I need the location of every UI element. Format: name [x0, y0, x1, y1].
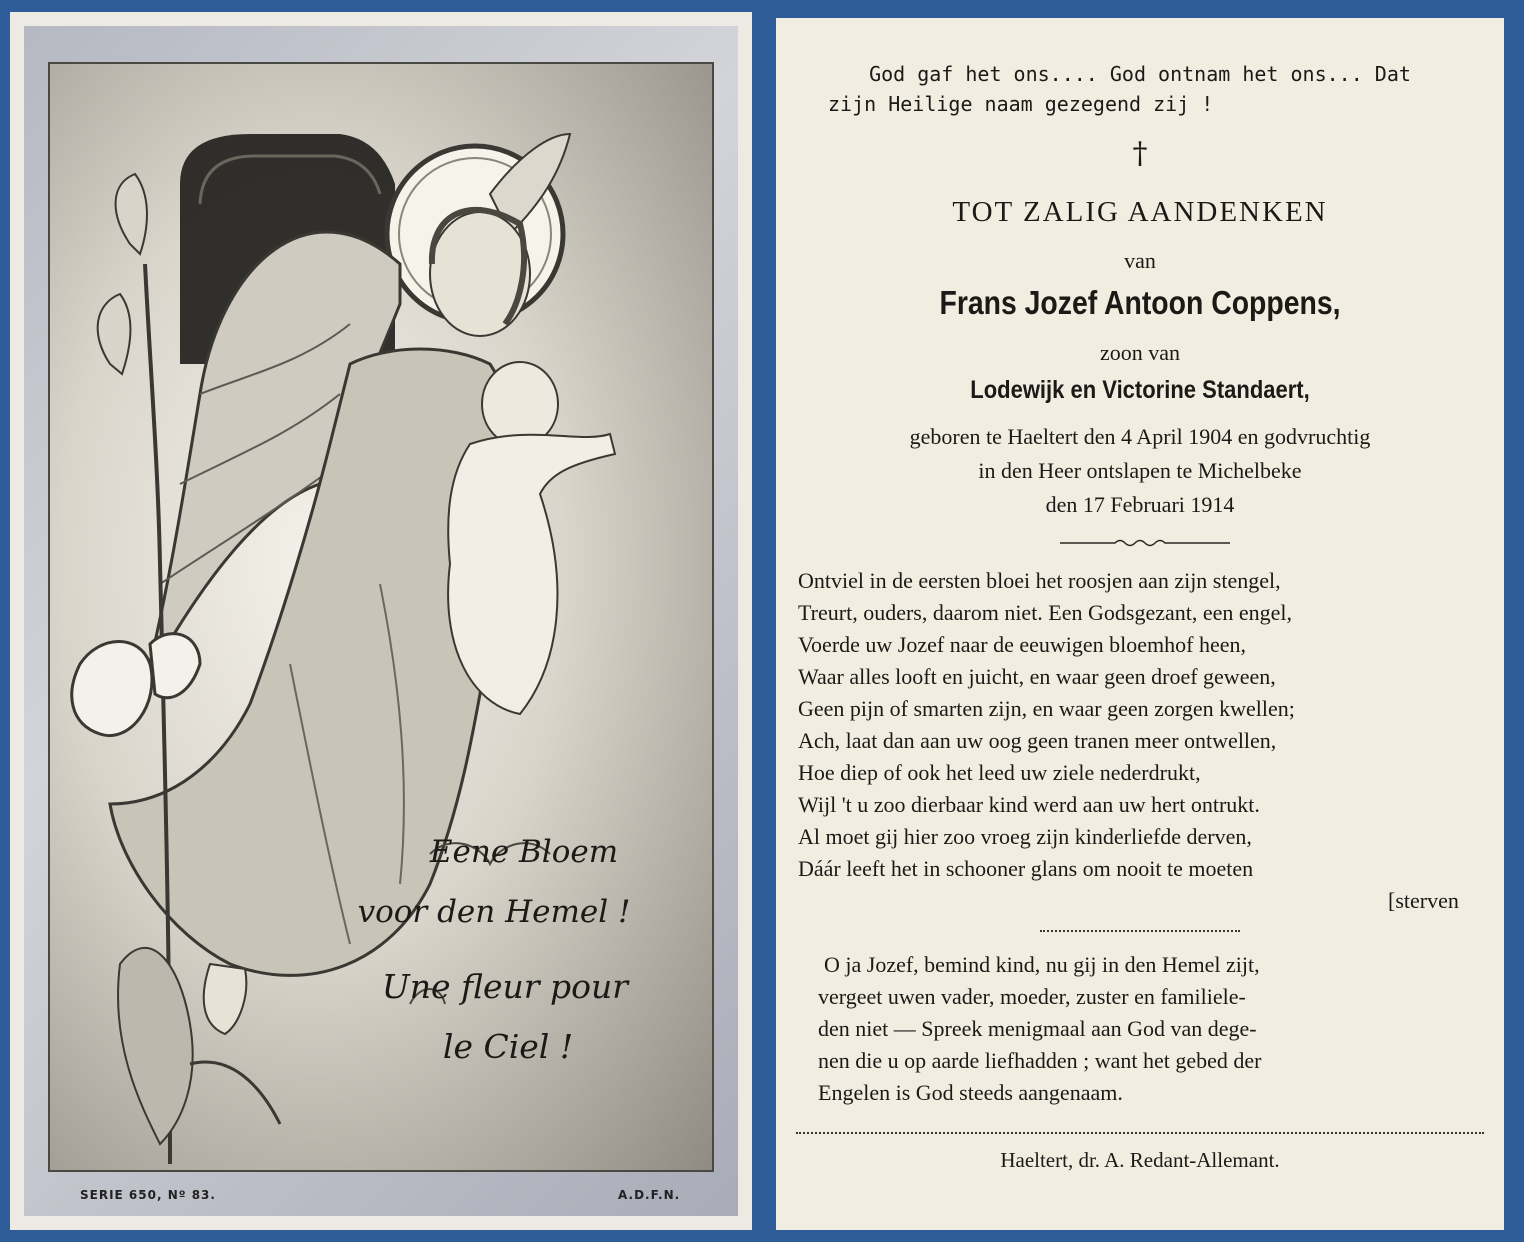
poem-continuation: [sterven: [1388, 888, 1459, 913]
prose-line: vergeet uwen vader, moeder, zuster en familiele-: [818, 984, 1246, 1009]
prose-line: den niet — Spreek menigmaal aan God van dege-: [818, 1016, 1257, 1041]
motto-dutch-line2: voor den Hemel !: [357, 894, 631, 930]
dotted-divider: [1040, 930, 1240, 932]
prose-line: Engelen is God steeds aangenaam.: [818, 1080, 1123, 1105]
serie-number: SERIE 650, Nº 83.: [80, 1188, 216, 1202]
parents-names: Lodewijk en Victorine Standaert,: [970, 376, 1310, 404]
memorial-heading: TOT ZALIG AANDENKEN: [952, 196, 1328, 228]
prose-line: nen die u op aarde liefhadden ; want het gebed der: [818, 1048, 1262, 1073]
motto-dutch-line1: Eene Bloem: [429, 834, 619, 870]
deceased-name: Frans Jozef Antoon Coppens,: [939, 284, 1341, 321]
poem-line: Treurt, ouders, daarom niet. Een Godsgezant, een engel,: [798, 600, 1293, 625]
poem-line: Hoe diep of ook het leed uw ziele nederdrukt,: [798, 760, 1201, 785]
poem-line: Wijl 't u zoo dierbaar kind werd aan uw hert ontrukt.: [798, 792, 1260, 817]
memorial-text-panel: [776, 18, 1504, 1230]
dotted-divider-long: [796, 1132, 1484, 1134]
poem-line: Geen pijn of smarten zijn, en waar geen zorgen kwellen;: [798, 696, 1295, 721]
detail-line: in den Heer ontslapen te Michelbeke: [978, 458, 1302, 483]
detail-line: geboren te Haeltert den 4 April 1904 en godvruchtig: [909, 424, 1371, 449]
poem-line: Waar alles looft en juicht, en waar geen droef geween,: [798, 664, 1276, 689]
motto-french-line1: Une fleur pour: [381, 967, 629, 1006]
detail-line: den 17 Februari 1914: [1045, 492, 1235, 517]
printer-footer: Haeltert, dr. A. Redant-Allemant.: [1000, 1148, 1280, 1172]
wavy-divider: [1060, 536, 1230, 550]
van-label: van: [1124, 248, 1156, 273]
poem-line: Al moet gij hier zoo vroeg zijn kinderliefde derven,: [798, 824, 1252, 849]
epigraph-line2: zijn Heilige naam gezegend zij !: [828, 92, 1214, 116]
poem-line: Dáár leeft het in schooner glans om nooit te moeten: [798, 856, 1254, 881]
prose-line: O ja Jozef, bemind kind, nu gij in den Hemel zijt,: [824, 952, 1260, 977]
poem-line: Ach, laat dan aan uw oog geen tranen meer ontwellen,: [798, 728, 1277, 753]
poem-line: Voerde uw Jozef naar de eeuwigen bloemhof heen,: [798, 632, 1246, 657]
zoon-van-label: zoon van: [1099, 340, 1181, 365]
devotional-image-panel: [10, 12, 752, 1230]
cross-icon: †: [1132, 136, 1148, 171]
epigraph-line1: God gaf het ons.... God ontnam het ons... Dat: [869, 62, 1411, 86]
motto-french-line2: le Ciel !: [442, 1027, 574, 1066]
poem-line: Ontviel in de eersten bloei het roosjen aan zijn stengel,: [798, 568, 1281, 593]
publisher-mark: A.D.F.N.: [618, 1188, 681, 1202]
